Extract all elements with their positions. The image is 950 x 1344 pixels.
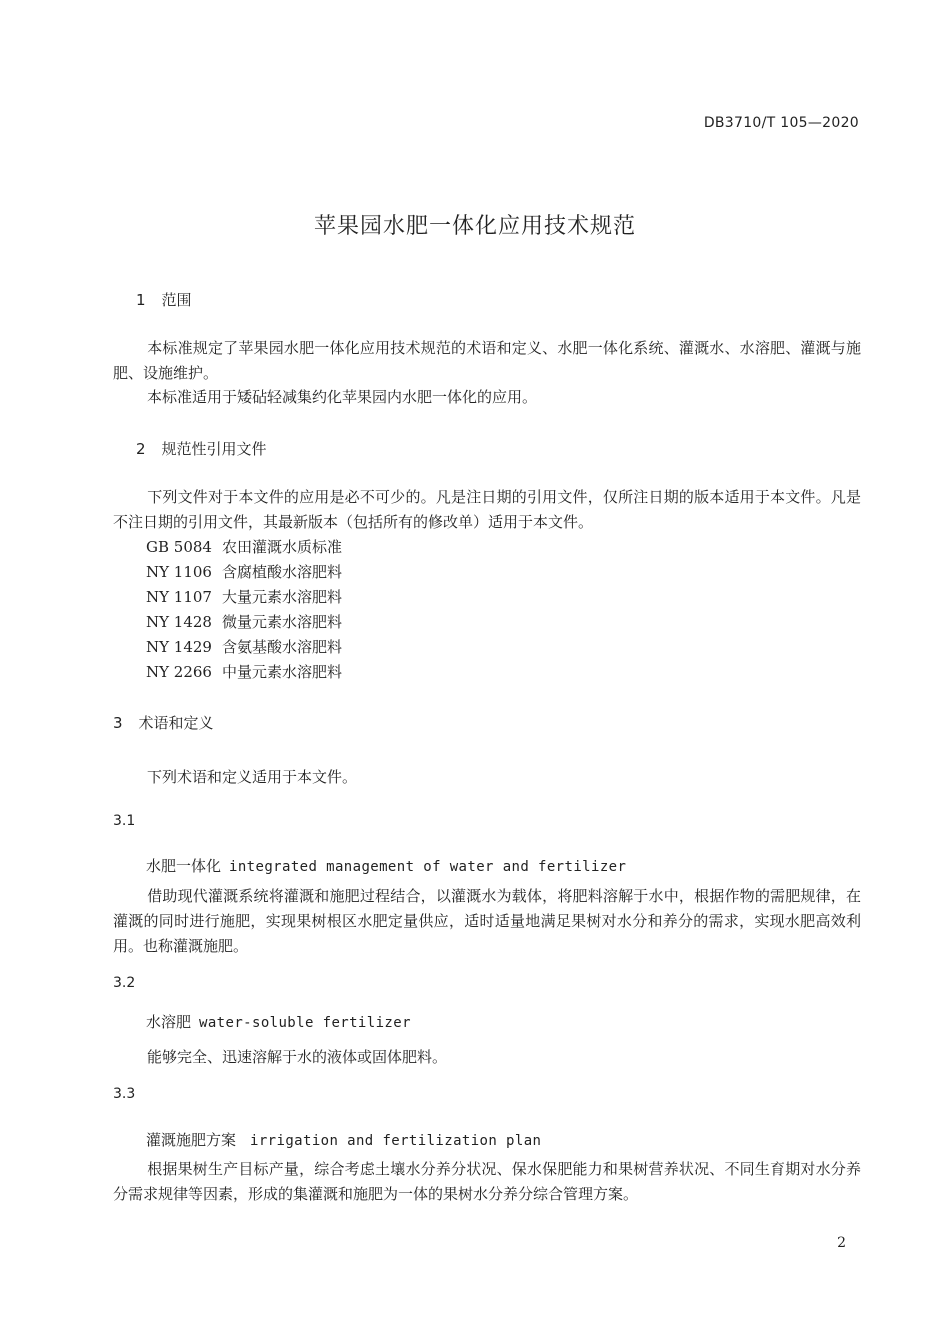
section-3-heading: [113, 712, 214, 733]
section-1-paragraph-2: 本标准适用于矮砧轻减集约化苹果园内水肥一体化的应用。: [147, 388, 538, 406]
term-number: 3.1: [113, 813, 136, 829]
term-number: 3.3: [113, 1086, 136, 1102]
reference-item: NY 1429 含氨基酸水溶肥料: [146, 638, 343, 656]
term-definition: 借助现代灌溉系统将灌溉和施肥过程结合，以灌溉水为载体，将肥料溶解于水中，根据作物的需肥规律，在灌溉的同时进行施肥，实现果树根区水肥定量供应，适时适量地满足果树对水分和养分的需求，实现水肥高效利用。也称灌溉施肥。: [113, 887, 861, 955]
section-title: 术语和定义: [138, 714, 214, 732]
term-english: integrated management of water and fertilizer: [229, 859, 627, 875]
document-title: 苹果园水肥一体化应用技术规范: [313, 214, 636, 239]
term-number: 3.2: [113, 975, 136, 991]
reference-item: NY 1428 微量元素水溶肥料: [146, 613, 343, 631]
section-number: 1: [136, 291, 146, 309]
section-number: 2: [136, 440, 146, 458]
section-1-paragraph-1: 本标准规定了苹果园水肥一体化应用技术规范的术语和定义、水肥一体化系统、灌溉水、水溶肥、灌溉与施肥、设施维护。: [113, 339, 861, 382]
reference-item: NY 1107 大量元素水溶肥料: [146, 588, 343, 606]
section-3-paragraph-1: 下列术语和定义适用于本文件。: [147, 768, 358, 786]
section-title: 规范性引用文件: [161, 440, 267, 458]
term-heading: [146, 855, 626, 876]
section-1-heading: [136, 289, 192, 310]
term-definition: 能够完全、迅速溶解于水的液体或固体肥料。: [147, 1048, 448, 1066]
reference-item: NY 1106 含腐植酸水溶肥料: [146, 563, 343, 581]
reference-item: NY 2266 中量元素水溶肥料: [146, 663, 343, 681]
term-heading: [146, 1129, 541, 1150]
term-chinese: 水溶肥: [146, 1013, 192, 1031]
term-english: water-soluble fertilizer: [199, 1015, 411, 1031]
section-2-heading: [136, 438, 267, 459]
term-heading: [146, 1011, 411, 1032]
term-chinese: 水肥一体化: [146, 857, 222, 875]
term-chinese: 灌溉施肥方案: [146, 1131, 237, 1149]
reference-item: GB 5084 农田灌溉水质标准: [146, 538, 343, 556]
page-number: 2: [837, 1235, 846, 1251]
section-number: 3: [113, 714, 123, 732]
term-english: irrigation and fertilization plan: [250, 1133, 542, 1149]
section-title: 范围: [161, 291, 192, 309]
section-2-paragraph-1: 下列文件对于本文件的应用是必不可少的。凡是注日期的引用文件，仅所注日期的版本适用于本文件。凡是不注日期的引用文件，其最新版本（包括所有的修改单）适用于本文件。: [113, 488, 861, 531]
term-definition: 根据果树生产目标产量，综合考虑土壤水分养分状况、保水保肥能力和果树营养状况、不同生育期对水分养分需求规律等因素，形成的集灌溉和施肥为一体的果树水分养分综合管理方案。: [113, 1160, 861, 1203]
document-code: DB3710/T 105—2020: [703, 115, 859, 131]
